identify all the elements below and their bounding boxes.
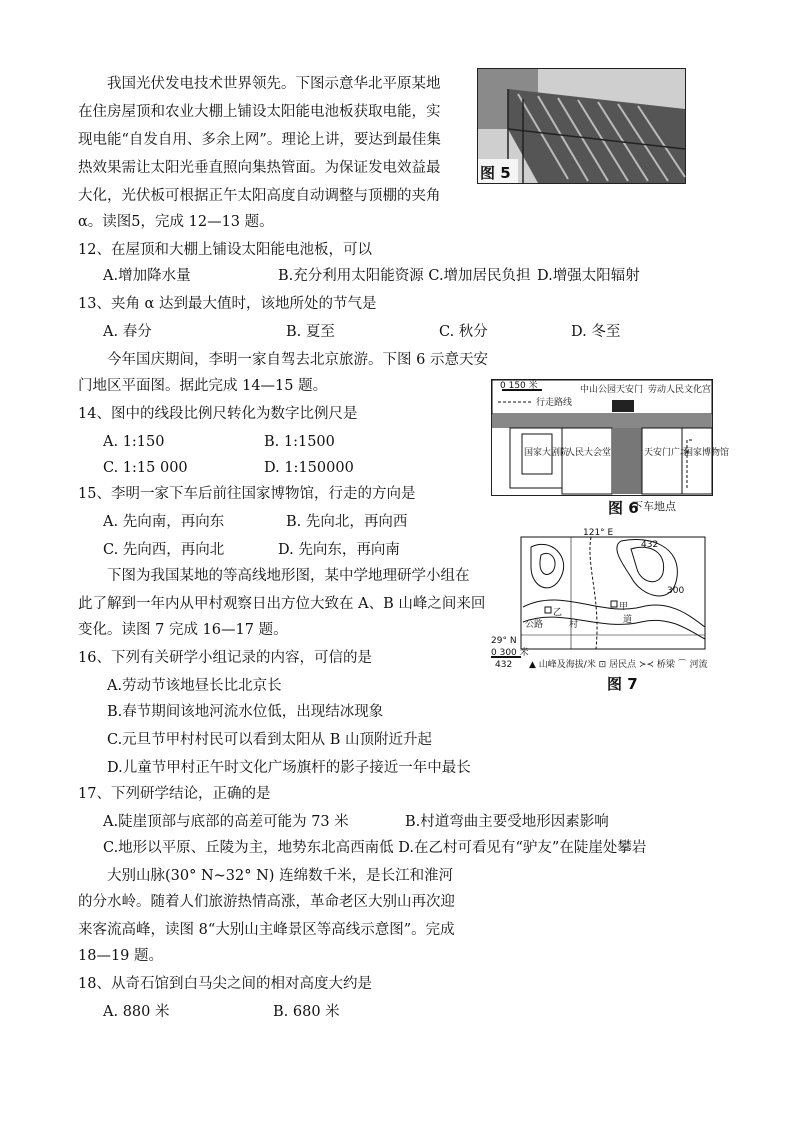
q18-option-a: A. 880 米 xyxy=(103,1004,170,1020)
q13-option-a: A. 春分 xyxy=(103,324,152,340)
q14-option-c: C. 1:15 000 xyxy=(103,460,188,476)
museum-label: 国家博物馆 xyxy=(684,448,730,458)
figure-6-stop-label: 下车地点 xyxy=(632,500,676,513)
palace-label: 劳动人民文化宫 xyxy=(648,385,712,395)
q13-stem: 13、夹角 α 达到最大值时，该地所处的节气是 xyxy=(78,296,377,312)
q13-option-c: C. 秋分 xyxy=(439,324,488,340)
intro4-line-4: 18—19 题。 xyxy=(78,948,164,964)
q12-option-b-c: B.充分利用太阳能资源 C.增加居民负担 xyxy=(278,268,531,284)
route-legend-label: 行走路线 xyxy=(536,398,573,408)
square-block xyxy=(642,428,682,494)
cun-label: 村 xyxy=(569,620,579,630)
q16-stem: 16、下列有关研学小组记录的内容，可信的是 xyxy=(78,650,372,666)
q15-stem: 15、李明一家下车后前往国家博物馆，行走的方向是 xyxy=(78,486,416,502)
q18-stem: 18、从奇石馆到白马尖之间的相对高度大约是 xyxy=(78,976,372,992)
square-label: 天安门广场 xyxy=(644,448,690,458)
chang-an-avenue xyxy=(492,414,712,428)
contour-map xyxy=(491,527,705,670)
intro4-line-3: 来客流高峰，读图 8“大别山主峰景区等高线示意图”。完成 xyxy=(78,922,455,938)
q14-option-a: A. 1:150 xyxy=(103,434,165,450)
q17-stem: 17、下列研学结论，正确的是 xyxy=(78,786,271,802)
intro1-line-2: 在住房屋顶和农业大棚上铺设太阳能电池板获取电能，实 xyxy=(78,104,441,120)
hall-label: 人民大会堂 xyxy=(566,448,612,458)
q12-option-d: D.增强太阳辐射 xyxy=(537,268,640,284)
intro1-line-1: 我国光伏发电技术世界领先。下图示意华北平原某地 xyxy=(107,76,441,92)
village-jia-label: 甲 xyxy=(619,602,629,612)
q14-option-d: D. 1:150000 xyxy=(264,460,354,476)
fig7-scale-label: 0 300 米 xyxy=(491,648,529,658)
hall-block xyxy=(562,428,612,494)
q14-option-b: B. 1:1500 xyxy=(264,434,335,450)
dao-label: 道 xyxy=(623,615,633,625)
intro4-line-2: 的分水岭。随着人们旅游热情高涨，革命老区大别山再次迎 xyxy=(78,894,455,910)
peak-label-2: 432 xyxy=(495,660,513,670)
intro4-line-1: 大别山脉(30° N~32° N) 连绵数千米，是长江和淮河 xyxy=(107,868,454,884)
theatre-label: 国家大剧院 xyxy=(524,448,570,458)
q14-stem: 14、图中的线段比例尺转化为数字比例尺是 xyxy=(78,406,358,422)
q18-option-b: B. 680 米 xyxy=(273,1004,340,1020)
q16-option-b: B.春节期间该地河流水位低，出现结冰现象 xyxy=(107,704,384,720)
q17-option-a: A.陡崖顶部与底部的高差可能为 73 米 xyxy=(103,814,349,830)
intro3-line-1: 下图为我国某地的等高线地形图，某中学地理研学小组在 xyxy=(107,568,470,584)
peak-label-1: 432 xyxy=(641,540,659,550)
q13-option-d: D. 冬至 xyxy=(571,324,621,340)
figure-6-caption: 图 6 xyxy=(608,499,639,517)
tiananmen-plan xyxy=(492,380,730,495)
village-yi-label: 乙 xyxy=(553,608,563,618)
figure-7-legend: ▲ 山峰及海拔/米 ⊡ 居民点 ≻≺ 桥梁 ⌒ 河流 xyxy=(529,660,708,670)
intro2-line-2: 门地区平面图。据此完成 14—15 题。 xyxy=(78,378,328,394)
road-block xyxy=(612,428,642,494)
gate-building xyxy=(612,400,634,412)
q17-option-b: B.村道弯曲主要受地形因素影响 xyxy=(405,814,609,830)
figure-7-caption: 图 7 xyxy=(607,675,638,693)
figure-5-caption: 图 5 xyxy=(480,164,511,182)
q17-option-c-d: C.地形以平原、丘陵为主，地势东北高西南低 D.在乙村可看见有“驴友”在陡崖处攀岩 xyxy=(103,840,647,856)
figure-7-map xyxy=(491,527,705,670)
figure-6-map xyxy=(491,379,730,496)
q15-option-c: C. 先向西，再向北 xyxy=(103,542,225,558)
intro2-line-1: 今年国庆期间，李明一家自驾去北京旅游。下图 6 示意天安 xyxy=(107,352,488,368)
intro1-line-6: α。读图5，完成 12—13 题。 xyxy=(78,214,274,230)
q15-option-d: D. 先向东，再向南 xyxy=(278,542,400,558)
q15-option-b: B. 先向北，再向西 xyxy=(286,514,408,530)
park-label: 中山公园 xyxy=(580,385,617,395)
contour-300-label: 300 xyxy=(667,586,685,596)
intro1-line-4: 热效果需让太阳光垂直照向集热管面。为保证发电效益最 xyxy=(78,160,441,176)
intro3-line-3: 变化。读图 7 完成 16—17 题。 xyxy=(78,622,288,638)
gate-label: 天安门 xyxy=(616,385,644,395)
q12-stem: 12、在屋顶和大棚上铺设太阳能电池板，可以 xyxy=(78,242,372,258)
lon-label: 121° E xyxy=(583,528,614,538)
q16-option-d: D.儿童节甲村正午时文化广场旗杆的影子接近一年中最长 xyxy=(107,760,471,776)
lat-label: 29° N xyxy=(491,636,517,646)
intro1-line-5: 大化，光伏板可根据正午太阳高度自动调整与顶棚的夹角 xyxy=(78,188,441,204)
q13-option-b: B. 夏至 xyxy=(286,324,335,340)
intro1-line-3: 现电能“自发自用、多余上网”。理论上讲，要达到最佳集 xyxy=(78,132,441,148)
q15-option-a: A. 先向南，再向东 xyxy=(103,514,225,530)
q16-option-a: A.劳动节该地昼长比北京长 xyxy=(107,678,282,694)
q16-option-c: C.元旦节甲村村民可以看到太阳从 B 山顶附近升起 xyxy=(107,732,433,748)
intro3-line-2: 此了解到一年内从甲村观察日出方位大致在 A、B 山峰之间来回 xyxy=(78,596,486,612)
scale-label: 0 150 米 xyxy=(500,381,538,391)
road-label: 公路 xyxy=(525,620,544,630)
q12-option-a: A.增加降水量 xyxy=(103,268,191,284)
